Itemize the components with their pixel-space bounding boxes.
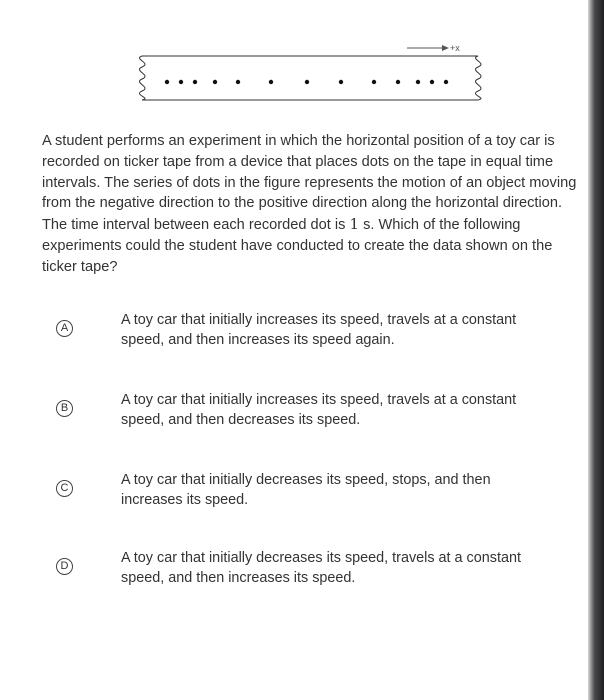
screen-edge bbox=[588, 0, 604, 700]
choice-a-bubble[interactable]: A bbox=[56, 320, 73, 337]
choice-d-bubble[interactable]: D bbox=[56, 558, 73, 575]
axis-arrowhead bbox=[442, 45, 449, 51]
tape-dot bbox=[236, 80, 240, 84]
choice-d-text: A toy car that initially decreases its speed, travels at a constant speed, and then increases its speed. bbox=[121, 550, 521, 586]
tape-dot bbox=[165, 80, 169, 84]
choice-b-bubble[interactable]: B bbox=[56, 400, 73, 417]
tape-dot bbox=[396, 80, 400, 84]
tape-dot bbox=[305, 80, 309, 84]
question-text-before: A student performs an experiment in which the horizontal position of a toy car is recorded on ticker tape from a device that places dots on the tape in equal time intervals. The series of dots in the figure represents the motion of an object moving from the negative direction to the positive direction along the horizontal direction. The time interval between each recorded dot is bbox=[42, 133, 577, 234]
question-stem bbox=[42, 131, 577, 278]
tape-dots bbox=[165, 80, 448, 84]
choice-a-text: A toy car that initially increases its speed, travels at a constant speed, and then increases its speed again. bbox=[121, 312, 517, 348]
tape-dot bbox=[430, 80, 434, 84]
tape-dot bbox=[339, 80, 343, 84]
tape-dot bbox=[213, 80, 217, 84]
tape-dot bbox=[372, 80, 376, 84]
interval-unit: s bbox=[363, 217, 371, 234]
ticker-tape bbox=[140, 56, 481, 100]
choice-c-text: A toy car that initially decreases its speed, stops, and then increases its speed. bbox=[121, 472, 491, 508]
choice-b-text: A toy car that initially increases its speed, travels at a constant speed, and then decreases its speed. bbox=[121, 392, 517, 428]
tape-dot bbox=[416, 80, 420, 84]
ticker-tape-figure bbox=[130, 38, 500, 108]
question-text-after: . Which of the following experiments could the student have conducted to create the data shown on the ticker tape? bbox=[42, 217, 553, 275]
tape-dot bbox=[193, 80, 197, 84]
axis-label: +x bbox=[450, 43, 460, 53]
tape-dot bbox=[179, 80, 183, 84]
interval-value: 1 bbox=[349, 215, 359, 234]
choice-c-bubble[interactable]: C bbox=[56, 480, 73, 497]
tape-dot bbox=[444, 80, 448, 84]
tape-dot bbox=[269, 80, 273, 84]
